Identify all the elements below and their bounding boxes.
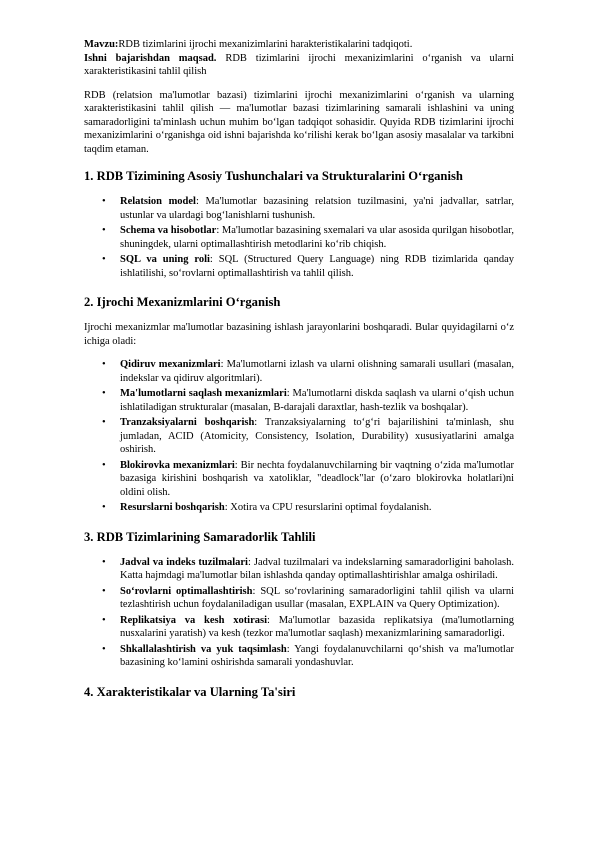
bullet-icon: •	[102, 643, 106, 655]
bullet-icon: •	[102, 459, 106, 471]
bullet-icon: •	[102, 556, 106, 568]
goal-line	[84, 52, 514, 79]
list-item	[84, 585, 514, 612]
list-item-term: Replikatsiya va kesh xotirasi	[120, 614, 268, 626]
topic-label: Mavzu:	[84, 39, 119, 50]
list-item-term: Shkallalashtirish va yuk taqsimlash	[120, 643, 287, 655]
list-item-term: Blokirovka mexanizmlari	[120, 459, 235, 471]
goal-text: RDB tizimlarini ijrochi mexanizimlarini o‘rganish va ularni xarakteristikasini tahlil qilish	[84, 52, 514, 77]
bullet-icon: •	[102, 359, 106, 370]
section-heading: 2. Ijrochi Mexanizmlarini O‘rganish	[84, 295, 281, 309]
sections-container	[84, 156, 514, 700]
list-item-term: Qidiruv mexanizmlari	[120, 359, 221, 370]
list-item	[84, 253, 514, 280]
bullet-list	[84, 195, 514, 280]
list-item-term: So‘rovlarni optimallashtirish	[120, 585, 253, 597]
list-item-text: : SQL so‘rovlarining samaradorligini tahlil qilish va ularni tezlashtirish uchun foydalaniladigan usullar (masalan, EXPLAIN va Query Optimization).	[120, 585, 514, 610]
topic-line	[84, 38, 514, 52]
list-item-text: : Ma'lumotlarni diskda saqlash va ularni o‘qish uchun ishlatiladigan strukturalar (masalan, B-darajali daraxtlar, hash-tezlik va boshqalar).	[120, 388, 514, 413]
bullet-icon: •	[102, 388, 106, 399]
list-item-text: : Ma'lumotlar bazasida replikatsiya (ma'lumotlarning nusxalarini yaratish) va kesh (tezkor ma'lumotlar saqlash) mexanizmlarining samaradorligi.	[120, 614, 515, 639]
list-item	[84, 195, 514, 222]
list-item-term: Ma'lumotlarni saqlash mexanizmlari	[120, 388, 287, 399]
bullet-icon: •	[102, 502, 106, 513]
list-item-text: : Ma'lumotlar bazasining sxemalari va ular asosida qurilgan hisobotlar, shuningdek, ularni optimallashtirish metodlarini ko‘rib chiqish.	[120, 225, 515, 250]
section-heading: 3. RDB Tizimlarining Samaradorlik Tahlili	[84, 529, 316, 544]
list-item-term: Tranzaksiyalarni boshqarish	[120, 417, 255, 428]
list-item	[84, 556, 514, 583]
list-item	[84, 501, 514, 515]
list-item-text: : Jadval tuzilmalari va indekslarning samaradorligini baholash. Katta hajmdagi ma'lumotlar bilan ishlashda qanday optimallashtirishlar amalga oshiriladi.	[120, 556, 514, 581]
bullet-icon: •	[102, 254, 106, 265]
document-page	[84, 38, 514, 700]
bullet-icon: •	[102, 614, 106, 626]
bullet-icon: •	[102, 585, 106, 597]
intro-paragraph: RDB (relatsion ma'lumotlar bazasi) tizimlarini ijrochi mexanizimlarini o‘rganish va ularning xarakteristikasini tahlil qilish — ma'lumotlar bazasi tizimlarining samarali ishlashini va uning samaradorligini ta'minlash uchun muhim bo‘lgan tadqiqot sohasidir. Quyida RDB tizimlarini ijrochi mexanizimlarini o‘rganishga oid ishni bajarishda ko‘rilishi kerak bo‘lgan asosiy masalalar va tarkibni taqdim etaman.	[84, 89, 514, 155]
list-item	[84, 416, 514, 457]
list-item	[84, 459, 514, 500]
goal-label: Ishni bajarishdan maqsad.	[84, 52, 217, 64]
list-item-text: : Bir nechta foydalanuvchilarning bir vaqtning o‘zida ma'lumotlar bazasiga kirishini boshqarish va xatoliklar, "deadlock"lar (o‘zaro blokirovka holatlari)ni oldini olish.	[120, 459, 514, 498]
section-heading: 4. Xarakteristikalar va Ularning Ta'siri	[84, 684, 296, 699]
list-item-term: Resurslarni boshqarish	[120, 502, 225, 513]
list-item-term: SQL va uning roli	[120, 254, 210, 265]
list-item-term: Schema va hisobotlar	[120, 225, 217, 236]
list-item	[84, 614, 514, 641]
list-item-text: : SQL (Structured Query Language) ning RDB tizimlarida qanday ishlatilishi, so‘rovlarni optimallashtirish va tahlil qilish.	[120, 254, 514, 279]
list-item-term: Relatsion model	[120, 196, 196, 207]
list-item-term: Jadval va indeks tuzilmalari	[120, 556, 248, 568]
section-heading: 1. RDB Tizimining Asosiy Tushunchalari va Strukturalarini O‘rganish	[84, 169, 463, 183]
list-item-text: : Ma'lumotlar bazasining relatsion tuzilmasini, ya'ni jadvallar, satrlar, ustunlar va ulardagi bog‘lanishlarni tushunish.	[120, 196, 514, 221]
bullet-icon: •	[102, 196, 106, 207]
list-item-text: : Xotira va CPU resurslarini optimal foydalanish.	[224, 502, 432, 513]
list-item	[84, 224, 514, 251]
list-item	[84, 643, 514, 670]
section-paragraph: Ijrochi mexanizmlar ma'lumotlar bazasining ishlash jarayonlarini boshqaradi. Bular quyidagilarni o‘z ichiga oladi:	[84, 322, 514, 347]
list-item-text: : Ma'lumotlarni izlash va ularni olishning samarali usullari (masalan, indekslar va qidiruv algoritmlari).	[120, 359, 514, 384]
topic-text: RDB tizimlarini ijrochi mexanizimlarini harakteristikalarini tadqiqoti.	[118, 39, 413, 50]
bullet-icon: •	[102, 225, 106, 236]
bullet-icon: •	[102, 417, 106, 428]
list-item	[84, 358, 514, 385]
list-item-text: : Tranzaksiyalarning to‘g‘ri bajarilishini ta'minlash, shu jumladan, ACID (Atomicity, Consistency, Isolation, Durability) xususiyatlarini amalga oshirish.	[120, 417, 514, 455]
bullet-list	[84, 556, 514, 670]
list-item	[84, 387, 514, 414]
bullet-list	[84, 358, 514, 515]
list-item-text: : Yangi foydalanuvchilarni qo‘shish va ma'lumotlar bazasining ko‘lamini oshirishda samarali yondashuvlar.	[120, 643, 514, 668]
